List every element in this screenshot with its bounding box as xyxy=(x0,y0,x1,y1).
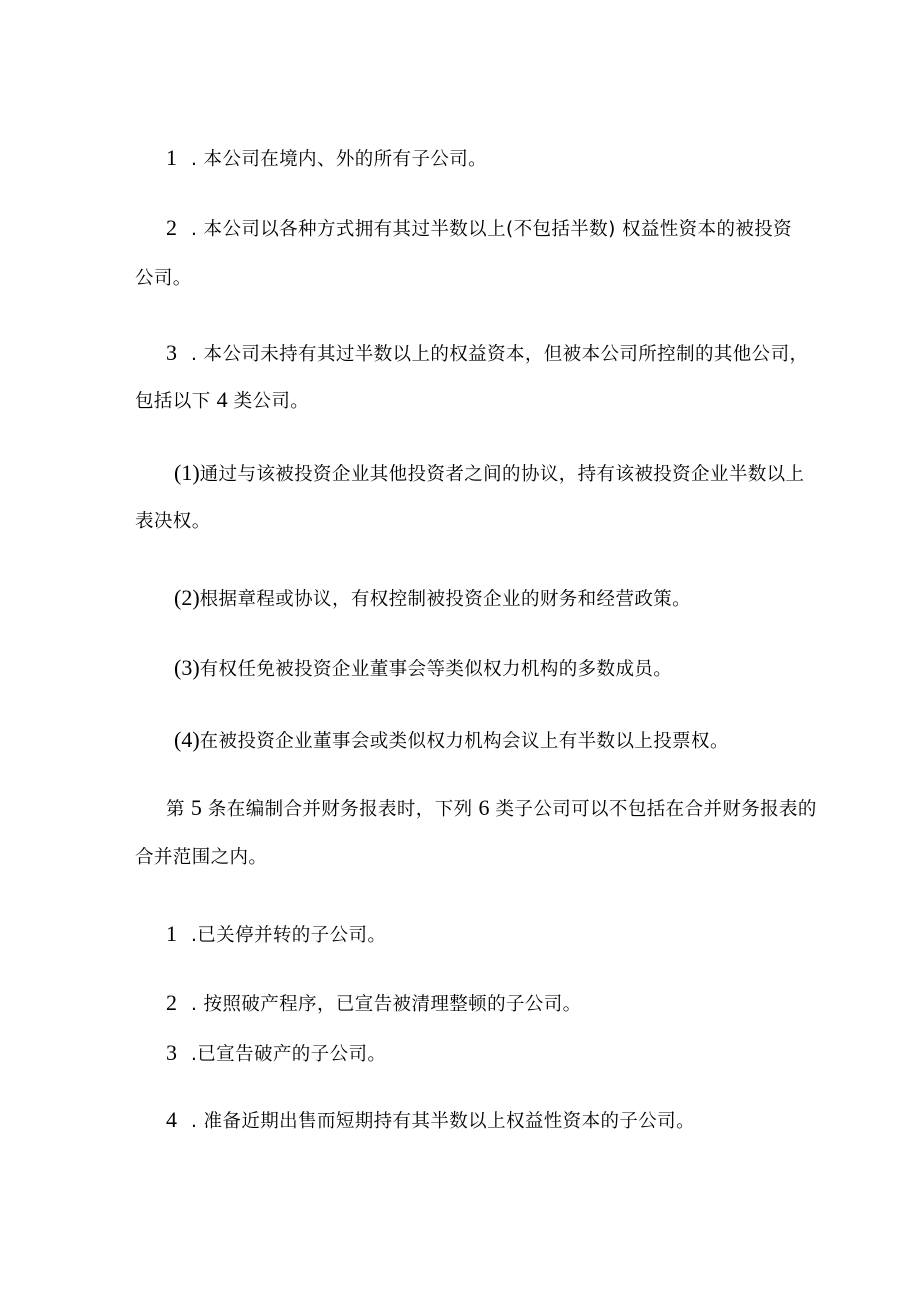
article-number: 5 xyxy=(190,795,202,820)
item-text: .已宣告破产的子公司。 xyxy=(191,1044,387,1065)
exclusion-item-4 xyxy=(166,1107,695,1135)
item-number: 1 xyxy=(166,921,177,946)
item-text: 类公司。 xyxy=(233,391,310,412)
sub-item-text: 在被投资企业董事会或类似权力机构会议上有半数以上投票权。 xyxy=(199,731,729,752)
item-number: 2 xyxy=(166,990,177,1015)
item-text: .已关停并转的子公司。 xyxy=(191,925,387,946)
sub-item-3 xyxy=(174,655,672,683)
list-item-3-continuation xyxy=(135,387,309,415)
sub-item-4 xyxy=(174,727,729,755)
article-prefix: 第 xyxy=(166,799,185,820)
sub-item-text: 有权任免被投资企业董事会等类似权力机构的多数成员。 xyxy=(199,659,673,680)
item-number: 3 xyxy=(166,1040,177,1065)
exclusion-item-3 xyxy=(166,1040,386,1068)
sub-item-number: (3) xyxy=(174,655,200,680)
exclusion-item-1 xyxy=(166,921,386,949)
item-text: 包括以下 xyxy=(135,391,211,412)
article-text: 条在编制合并财务报表时，下列 xyxy=(207,799,473,820)
article-5-heading xyxy=(166,795,817,823)
item-text: . 准备近期出售而短期持有其半数以上权益性资本的子公司。 xyxy=(191,1111,695,1132)
item-text: . 本公司以各种方式拥有其过半数以上(不包括半数) 权益性资本的被投资 xyxy=(191,219,793,240)
item-number: 2 xyxy=(166,215,177,240)
sub-item-1-continuation xyxy=(135,509,211,535)
sub-item-2 xyxy=(174,585,691,613)
sub-item-number: (4) xyxy=(174,727,200,752)
article-5-continuation xyxy=(135,845,267,871)
sub-item-text: 根据章程或协议，有权控制被投资企业的财务和经营政策。 xyxy=(199,589,692,610)
exclusion-item-2 xyxy=(166,990,582,1018)
item-text: . 按照破产程序，已宣告被清理整顿的子公司。 xyxy=(191,994,582,1015)
item-number: 1 xyxy=(166,145,177,170)
item-number: 4 xyxy=(166,1107,177,1132)
article-text: 合并范围之内。 xyxy=(135,847,268,868)
item-text: 公司。 xyxy=(135,268,192,289)
list-item-1 xyxy=(166,145,487,173)
list-item-2 xyxy=(166,215,792,243)
item-text: . 本公司在境内、外的所有子公司。 xyxy=(191,149,488,170)
sub-item-number: (1) xyxy=(174,460,200,485)
item-text: . 本公司未持有其过半数以上的权益资本，但被本公司所控制的其他公司， xyxy=(191,344,809,365)
sub-item-number: (2) xyxy=(174,585,200,610)
sub-item-text: 表决权。 xyxy=(135,511,211,532)
sub-item-text: 通过与该被投资企业其他投资者之间的协议，持有该被投资企业半数以上 xyxy=(199,464,805,485)
article-text: 类子公司可以不包括在合并财务报表的 xyxy=(495,799,817,820)
item-number: 3 xyxy=(166,340,177,365)
count-number: 6 xyxy=(478,795,490,820)
list-item-2-continuation xyxy=(135,266,192,292)
list-item-3 xyxy=(166,340,808,368)
count-number: 4 xyxy=(216,387,228,412)
sub-item-1 xyxy=(174,460,804,488)
